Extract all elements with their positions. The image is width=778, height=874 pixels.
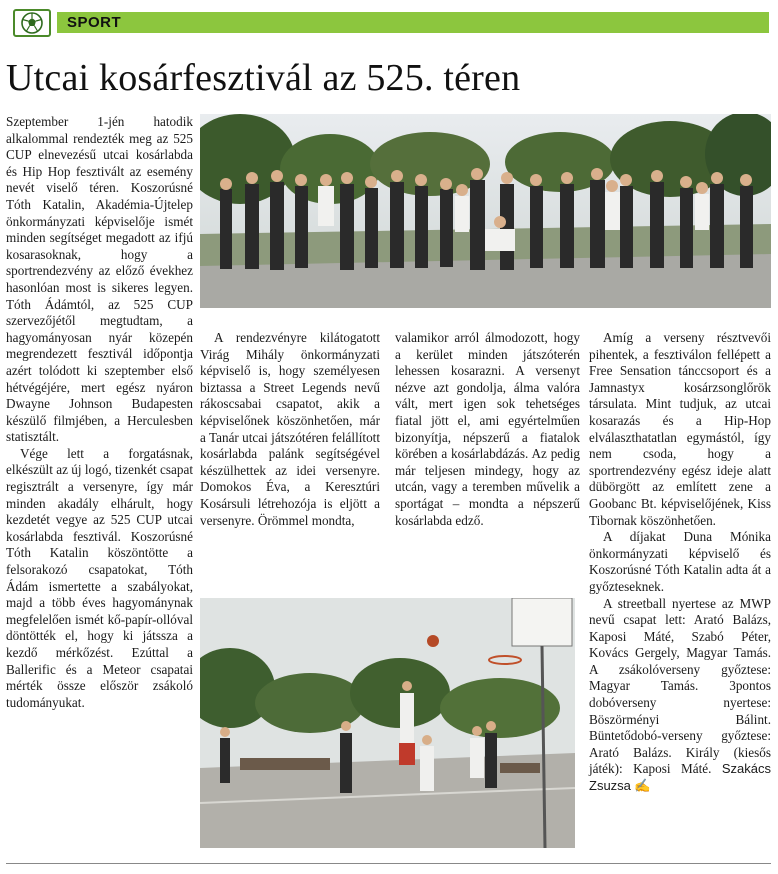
paragraph: Amíg a verseny résztvevői pihentek, a fesztiválon fellépett a Free Sensation tánccsoport és a Jamnastyx kosárzsonglőrök társulata. Mint tudjuk, az utcai kosarazás és a Hip-Hop elválaszthatatlan egymástól, így nem csoda, hogy a sportrendezvény egész ideje alatt dübörgött az említett zene a Goobanc Bt. képviselőjének, Kiss Tibornak köszönhetően.	[589, 330, 771, 528]
paragraph: Szeptember 1-jén hatodik alkalommal rendezték meg az 525 CUP elnevezésű utcai kosárlabda és Hip Hop fesztivált az esemény nevét viselő téren. Koszorúsné Tóth Katalin, Akadémia-Újtelep önkormányzati képviselője ismét minden segítséget megadott az ifjú kosarasoknak, hogy a sportrendezvény az előző évekhez hasonlóan most is sikeres legyen. Tóth Ádámtól, az 525 CUP szervezőjétől megtudtam, a hagyományosan nyár közepén megrendezett fesztivál időpontja azért tolódott ki szeptember első hétvégéjére, mert egész nyáron Dwayne Johnson Budapesten készülő filmjében, a Herculesben statisztált.	[6, 114, 193, 445]
article-column-4	[589, 330, 771, 795]
section-label: SPORT	[67, 14, 122, 31]
paragraph: A díjakat Duna Mónika önkormányzati képviselő és Koszorúsné Tóth Katalin adta át a győzteseknek.	[589, 529, 771, 594]
group-photo	[200, 114, 771, 308]
article-column-2	[200, 330, 380, 529]
section-accent-bar	[57, 12, 769, 33]
paragraph: valamikor arról álmodozott, hogy a kerület minden játszóterén lehessen kosarazni. A versenyt nézve azt gondolja, álma valóra vált, mert igen sok tehetséges fiatal jött el, ami egyértelműen bizonyítja, népszerű a fiatalok körében a kosárlabdázás. Az pedig már teljesen mindegy, hogy az utcán, vagy a teremben művelik a sportágat – mondta a népszerű kosárlabda edző.	[395, 330, 580, 528]
paragraph-text: A streetball nyertese az MWP nevű csapat lett: Arató Balázs, Kaposi Máté, Szabó Péter, Kovács Gergely, Magyar Tamás. A zsákolóverseny győztese: Magyar Tamás. 3pontos dobóverseny nyertese: Böszörményi Bálint. Büntetődobó-verseny győztese: Arató Balázs. Király (kiesős játék): Kaposi Máté.	[589, 595, 771, 777]
paragraph: Vége lett a forgatásnak, elkészült az új logó, tizenkét csapat regisztrált a versenyre, így már minden akadály elhárult, hogy kezdetét vegye az 525 CUP utcai kosárlabda fesztivál. Koszorúsné Tóth Katalin köszöntötte a felsorakozó csapatokat, Tóth Ádám ismertette a szabályokat, majd a több éves hagyománynak megfelelően ismét kő-papír-ollóval döntötték el, hogy ki játssza a kezdő mérkőzést. Ezúttal a Ballerific és a Meteor csapatai mérték össze először zsákoló tudományukat.	[6, 445, 193, 710]
article-column-3	[395, 330, 580, 529]
bottom-rule	[6, 863, 771, 864]
paragraph	[589, 596, 771, 795]
basketball-game-photo	[200, 598, 575, 848]
author-byline: Szakács Zsuzsa	[589, 761, 772, 794]
paragraph: A rendezvényre kilátogatott Virág Mihály önkormányzati képviselő is, hogy személyesen biztassa a Street Legends nevű rákoscsabai csapatot, akik a képviselőnek köszönhetően, már a Tanár utcai játszótéren felállított kosárlabda palánk segítségével készülhettek az idei versenyre. Domokos Éva, a Keresztúri Kosársuli létrehozója is eljött a versenyre. Örömmel mondta,	[200, 330, 380, 528]
football-icon	[13, 9, 51, 37]
section-header	[13, 9, 769, 37]
article-headline: Utcai kosárfesztivál az 525. téren	[6, 57, 521, 99]
article-column-1	[6, 114, 193, 711]
pen-icon: ✍	[634, 778, 651, 794]
